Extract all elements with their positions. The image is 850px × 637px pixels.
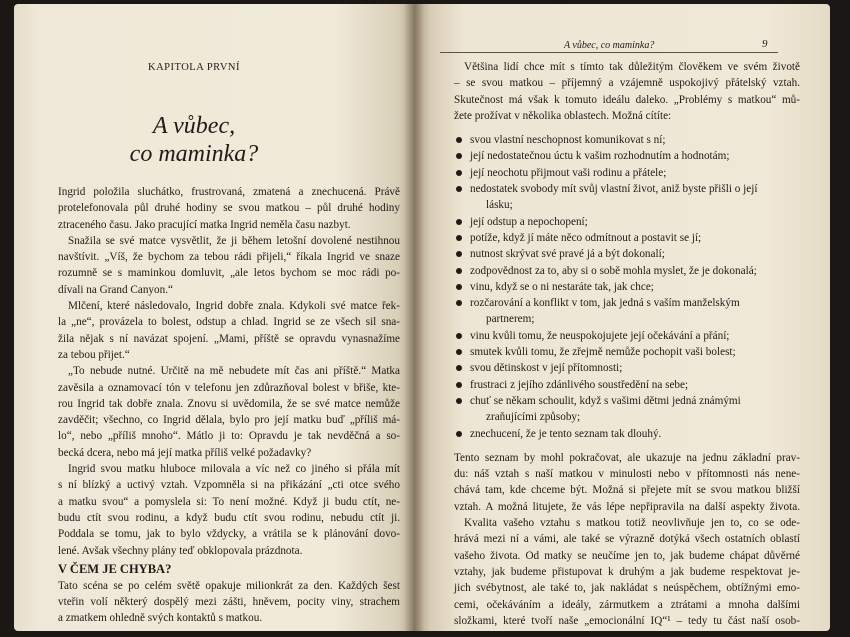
bullet-text: zraňujícími způsoby; bbox=[486, 411, 581, 424]
bullet-text: její nedostatečnou úctu k vašim rozhodnutím a hodnotám; bbox=[470, 150, 730, 163]
bullet-item bbox=[454, 165, 800, 181]
bullet-item bbox=[454, 263, 800, 279]
bullet-text: svou vlastní neschopnost komunikovat s ní; bbox=[470, 134, 666, 147]
text-line: Mlčení, které následovalo, Ingrid dobře znala. Kdykoli své matce řek- bbox=[68, 300, 400, 313]
running-head: A vůbec, co maminka? bbox=[564, 40, 655, 51]
text-line: Ingrid položila sluchátko, frustrovaná, zmatená a znechucená. Právě bbox=[58, 186, 400, 198]
text-line: chává tam, kde chceme být. Možná si přejete mít se svou matkou bližší bbox=[454, 484, 800, 497]
bullet-item bbox=[454, 295, 800, 328]
chapter-title-line: A vůbec, bbox=[152, 113, 236, 139]
bullet-item bbox=[454, 377, 800, 393]
bullet-item bbox=[454, 360, 800, 376]
text-line: hrává mezi ní a vámi, ale také se výrazně dotýká všech ostatních oblastí bbox=[454, 533, 800, 546]
text-line: du: náš vztah s naší matkou v minulosti nebo v přítomnosti nás nene- bbox=[454, 468, 800, 481]
bullet-text: nedostatek svobody mít svůj vlastní život, aniž byste přišli o její bbox=[470, 183, 758, 196]
bullet-text: vinu, když se o ni nestaráte tak, jak chce; bbox=[470, 280, 654, 293]
bullet-text: její neochotu přijmout vaši rodinu a přátele; bbox=[470, 166, 667, 179]
text-line: rou Ingrid tak dobře znala. Znovu si uvědomila, že se své matce nemůže bbox=[58, 397, 400, 410]
bullet-text: zodpovědnost za to, aby si o sobě mohla myslet, že je dokonalá; bbox=[470, 264, 757, 277]
left-body-text bbox=[58, 184, 400, 627]
chapter-title bbox=[14, 112, 374, 168]
bullet-text: frustraci z jejího zdánlivého soustředění na sebe; bbox=[470, 378, 689, 391]
text-line: žila nějak s ní navázat spojení. „Mami, příště se opravdu vynasnažíme bbox=[58, 332, 400, 345]
text-line: cemi, očekáváním a ideály, zármutkem a ztrátami a mnoha dalšími bbox=[454, 598, 800, 611]
text-line: – se svou matkou – příjemný a vzájemně uspokojivý přátelský vztah. bbox=[454, 77, 800, 90]
bullet-dot-icon bbox=[456, 382, 462, 388]
book-gutter bbox=[404, 4, 424, 631]
text-line: becká dcera, nebo má její matka příliš velké požadavky? bbox=[58, 446, 312, 459]
bullet-text: partnerem; bbox=[486, 313, 535, 326]
bullet-item bbox=[454, 148, 800, 164]
text-line: ztraceného času. Jako pracující matka Ingrid neměla času nazbyt. bbox=[58, 218, 351, 231]
bullet-item bbox=[454, 328, 800, 344]
bullet-item bbox=[454, 230, 800, 246]
text-line: Poddala se tomu, jak to bylo vždycky, a vrátila se k plánování dovo- bbox=[58, 528, 400, 541]
text-line: složkami, které tvoří naše „emocionální IQ“¹ – tedy tu část naší osob- bbox=[454, 614, 800, 627]
section-heading: V ČEM JE CHYBA? bbox=[58, 561, 172, 576]
bullet-text: její odstup a nepochopení; bbox=[470, 215, 588, 228]
text-line: a zmatkem ohledně svých kontaktů s matkou. bbox=[58, 612, 263, 625]
bullet-text: lásku; bbox=[486, 199, 513, 212]
bullet-dot-icon bbox=[456, 300, 462, 306]
text-line: zavděčit; všechno, co Ingrid dělala, bylo pro její matku buď „příliš má- bbox=[58, 414, 400, 427]
bullet-item bbox=[454, 344, 800, 360]
bullet-item bbox=[454, 132, 800, 148]
text-line: lené. Avšak všechny plány teď obklopovala prázdnota. bbox=[58, 544, 303, 557]
text-line: za tebou přijet.“ bbox=[58, 348, 130, 361]
text-line: Snažila se své matce vysvětlit, že ji během letošní dovolené nestihnou bbox=[68, 234, 400, 247]
text-line: jich svébytnost, ale také to, jak nakládat s neúspěchem, obtížnými emo- bbox=[454, 582, 800, 595]
bullet-dot-icon bbox=[456, 398, 462, 404]
bullet-dot-icon bbox=[456, 219, 462, 225]
text-line: vteřin volí některý dospělý mezi zášti, hněvem, pocity viny, strachem bbox=[58, 596, 400, 609]
bullet-dot-icon bbox=[456, 284, 462, 290]
text-line: Skutečnost má však k tomuto ideálu daleko. „Problémy s matkou“ mů- bbox=[454, 93, 800, 106]
text-line: s ní blízký a uctivý vztah. Vzpomněla si na přikázání „cti otce svého bbox=[58, 479, 400, 492]
bullet-item bbox=[454, 214, 800, 230]
text-line: žete prožívat v několika oblastech. Možná cítíte: bbox=[454, 109, 672, 122]
text-line: navštívit. „Víš, že bychom za tebou rádi přijeli,“ říkala Ingrid ve snaze bbox=[58, 251, 400, 264]
bullet-text: rozčarování a konflikt v tom, jak jedná s vaším manželským bbox=[470, 297, 740, 310]
text-line: a matku svou“ a pomyslela si: To není možné. Když ji budu ctít, ne- bbox=[58, 495, 400, 508]
right-page bbox=[414, 4, 830, 631]
left-page bbox=[14, 4, 414, 631]
bullet-dot-icon bbox=[456, 235, 462, 241]
text-line: dívali na Grand Canyon.“ bbox=[58, 283, 173, 296]
bullet-text: chuť se někam schoulit, když s vašimi dětmi jedná známými bbox=[470, 394, 741, 407]
bullet-text: nutnost skrývat své pravé já a být dokonalí; bbox=[470, 248, 665, 261]
bullet-dot-icon bbox=[456, 153, 462, 159]
bullet-item bbox=[454, 393, 800, 426]
bullet-dot-icon bbox=[456, 365, 462, 371]
text-line: vztah. A možná litujete, že vás lépe nepřipravila na další aspekty života. bbox=[454, 500, 800, 513]
bullet-dot-icon bbox=[456, 268, 462, 274]
text-line: Tato scéna se po celém světě opakuje milionkrát za den. Každých šest bbox=[58, 579, 400, 592]
bullet-item bbox=[454, 279, 800, 295]
bullet-item bbox=[454, 246, 800, 262]
bullet-text: potíže, když jí máte něco odmítnout a postavit se jí; bbox=[470, 231, 702, 244]
text-line: „To nebude nutné. Určitě na mě nebudete mít čas ani příště.“ Matka bbox=[68, 365, 400, 378]
bullet-list bbox=[454, 132, 800, 442]
page-number: 9 bbox=[762, 38, 768, 50]
bullet-text: vinu kvůli tomu, že neuspokojujete její očekávání a přání; bbox=[470, 329, 730, 342]
bullet-text: znechucení, že je tento seznam tak dlouhý. bbox=[470, 427, 662, 440]
bullet-dot-icon bbox=[456, 137, 462, 143]
text-line: vašeho života. Od matky se neučíme jen to, jak budeme chápat důvěrné bbox=[454, 549, 800, 562]
bullet-dot-icon bbox=[456, 186, 462, 192]
text-line: la „ne“, provázela to bolest, odstup a chlad. Ingrid se ze všech sil sna- bbox=[58, 316, 400, 329]
right-body-text bbox=[454, 59, 800, 629]
text-line: protelefonovala půl druhé hodiny se svou matkou – půl druhé hodiny bbox=[58, 202, 400, 215]
text-line: Kvalita vašeho vztahu s matkou totiž neovlivňuje jen to, co se ode- bbox=[464, 517, 800, 530]
text-line: Většina lidí chce mít s tímto tak důležitým člověkem ve svém životě bbox=[464, 61, 800, 73]
text-line: lo“, nebo „příliš mnoho“. Mátlo ji to: Opravdu je tak nevděčná a so- bbox=[58, 430, 400, 443]
bullet-dot-icon bbox=[456, 431, 462, 437]
bullet-item bbox=[454, 426, 800, 442]
text-line: Ingrid svou matku hluboce milovala a víc než co jiného si přála mít bbox=[68, 463, 400, 476]
chapter-label: KAPITOLA PRVNÍ bbox=[147, 62, 240, 73]
text-line: rozumně se s maminkou domluvit, „ale letos bychom se moc rádi po- bbox=[58, 267, 400, 280]
bullet-dot-icon bbox=[456, 349, 462, 355]
bullet-dot-icon bbox=[456, 170, 462, 176]
bullet-text: svou dětinskost v její přítomnosti; bbox=[470, 362, 623, 375]
text-line: zavěsila a oznamovací tón v telefonu jen zdůrazňoval bolest v břiše, kte- bbox=[58, 381, 400, 394]
bullet-item bbox=[454, 181, 800, 214]
text-line: budu ctít svou rodinu, a když budu ctít svou rodinu, nebudu ctít ji. bbox=[58, 511, 400, 524]
chapter-title-line: co maminka? bbox=[129, 141, 259, 167]
bullet-text: smutek kvůli tomu, že zřejmě nemůže pochopit vaši bolest; bbox=[470, 346, 736, 359]
bullet-dot-icon bbox=[456, 333, 462, 339]
bullet-dot-icon bbox=[456, 251, 462, 257]
header-rule bbox=[440, 52, 778, 53]
text-line: vztahy, jak budeme přistupovat k druhým a jak budeme respektovat je- bbox=[454, 565, 800, 578]
text-line: Tento seznam by mohl pokračovat, ale ukazuje na jednu základní prav- bbox=[454, 451, 800, 464]
